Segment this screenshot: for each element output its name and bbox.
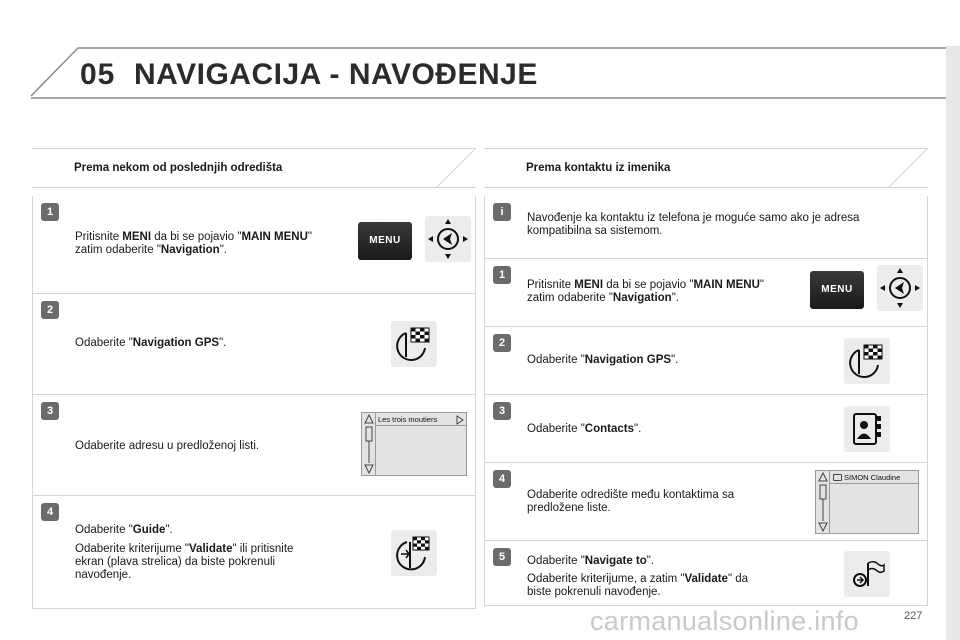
left-step-1-text: Pritisnite MENI da bi se pojavio "MAIN MENU" zatim odaberite "Navigation". [75, 231, 312, 256]
dial-icon [877, 265, 923, 311]
right-step-3 [485, 394, 927, 462]
info-badge: i [493, 203, 511, 221]
navigate-to-icon [844, 551, 890, 597]
side-strip [946, 46, 960, 640]
right-heading-bar [484, 148, 928, 188]
left-step-4-text: Odaberite "Guide". Odaberite kriterijume "Validate" ili pritisnite ekran (plava strelica) da biste pokrenuli navođenje. [75, 524, 294, 581]
guide-icon [391, 530, 437, 576]
page-title: NAVIGACIJA - NAVOĐENJE [134, 58, 538, 91]
right-step-4 [485, 462, 927, 540]
list-screen [361, 412, 467, 476]
menu-button[interactable]: MENU [810, 271, 864, 309]
right-info [485, 196, 927, 258]
step-badge: 2 [41, 301, 59, 319]
contact-list-screen [815, 470, 919, 534]
chapter-number: 05 [80, 58, 116, 91]
left-step-4 [33, 495, 475, 608]
step-badge: 2 [493, 334, 511, 352]
left-step-2-text: Odaberite "Navigation GPS". [75, 337, 227, 349]
contacts-icon [844, 406, 890, 452]
step-badge: 1 [493, 266, 511, 284]
right-heading: Prema kontaktu iz imenika [526, 162, 671, 174]
checkered-flag-icon [391, 321, 437, 367]
step-badge: 3 [41, 402, 59, 420]
right-step-1 [485, 258, 927, 326]
left-steps-panel [32, 196, 476, 609]
step-badge: 5 [493, 548, 511, 566]
right-step-2 [485, 326, 927, 394]
right-steps-panel [484, 196, 928, 606]
left-step-2 [33, 293, 475, 394]
step-badge: 3 [493, 402, 511, 420]
right-step-2-text: Odaberite "Navigation GPS". [527, 354, 679, 366]
step-badge: 1 [41, 203, 59, 221]
left-step-1 [33, 196, 475, 293]
left-step-3-text: Odaberite adresu u predloženoj listi. [75, 440, 260, 452]
contact-row[interactable]: SIMON Claudine [844, 473, 901, 482]
left-heading-bar [32, 148, 476, 188]
dial-icon [425, 216, 471, 262]
watermark: carmanualsonline.info [590, 606, 859, 636]
right-step-3-text: Odaberite "Contacts". [527, 423, 642, 435]
right-step-4-text: Odaberite odredište među kontaktima sa predložene liste. [527, 489, 735, 514]
list-row[interactable]: Les trois moutiers [378, 415, 438, 424]
page-number: 227 [904, 610, 923, 622]
left-heading: Prema nekom od poslednjih odredišta [74, 162, 283, 174]
info-text: Navođenje ka kontaktu iz telefona je moguće samo ako je adresa kompatibilna sa sistemom. [527, 212, 860, 237]
step-badge: 4 [493, 470, 511, 488]
left-step-3 [33, 394, 475, 495]
step-badge: 4 [41, 503, 59, 521]
right-step-5-text: Odaberite "Navigate to". Odaberite kriterijume, a zatim "Validate" da biste pokrenuli navođenje. [527, 555, 749, 598]
right-step-1-text: Pritisnite MENI da bi se pojavio "MAIN MENU" zatim odaberite "Navigation". [527, 279, 764, 304]
checkered-flag-icon [844, 338, 890, 384]
menu-button[interactable]: MENU [358, 222, 412, 260]
right-step-5 [485, 540, 927, 605]
contact-card-icon [833, 474, 842, 481]
